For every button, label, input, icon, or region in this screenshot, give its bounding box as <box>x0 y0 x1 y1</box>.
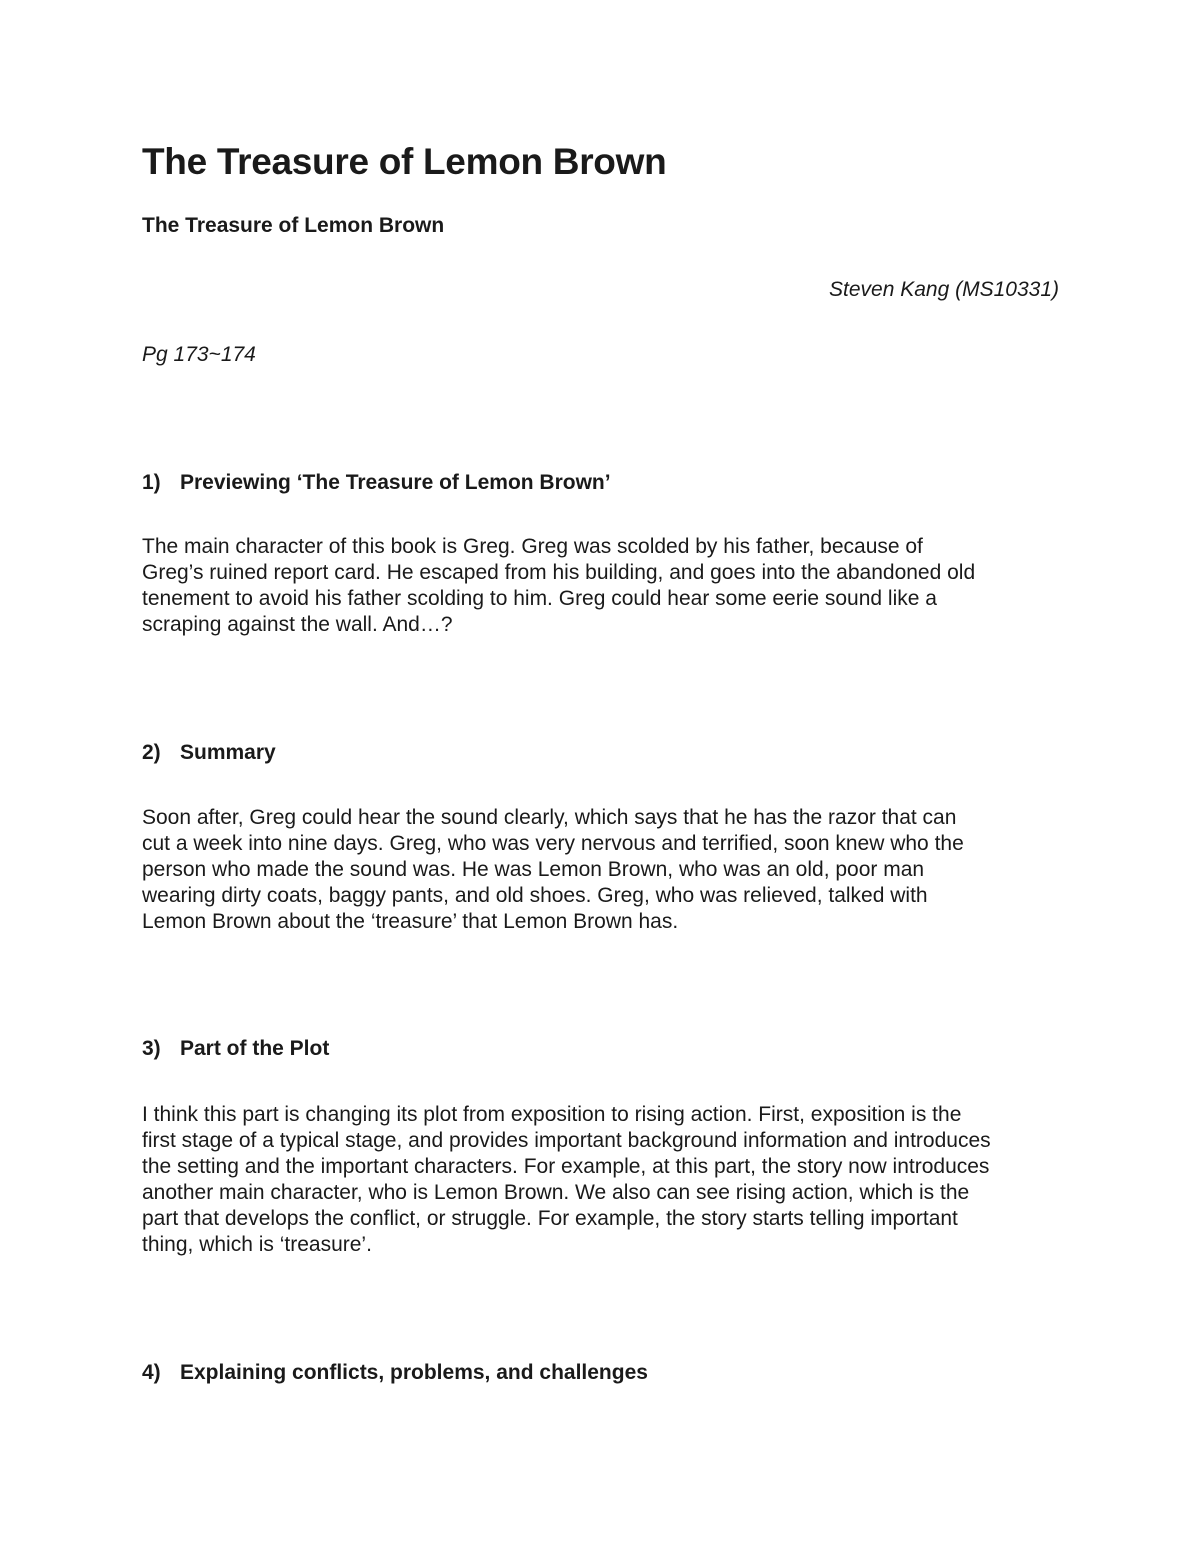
section-1-title: Previewing ‘The Treasure of Lemon Brown’ <box>180 471 611 494</box>
paragraph-line: another main character, who is Lemon Brown. We also can see rising action, which is the <box>142 1181 970 1204</box>
paragraph-line: wearing dirty coats, baggy pants, and old shoes. Greg, who was relieved, talked with <box>142 884 928 907</box>
paragraph-line: I think this part is changing its plot from exposition to rising action. First, exposition is the <box>142 1103 962 1126</box>
section-3-paragraph <box>142 1102 1062 1258</box>
section-1-paragraph <box>142 534 1062 638</box>
section-2-number: 2) <box>142 741 161 764</box>
paragraph-line: Lemon Brown about the ‘treasure’ that Lemon Brown has. <box>142 910 679 933</box>
section-4-title: Explaining conflicts, problems, and challenges <box>180 1361 648 1384</box>
paragraph-line: thing, which is ‘treasure’. <box>142 1233 372 1256</box>
paragraph-line: scraping against the wall. And…? <box>142 613 453 636</box>
paragraph-line: first stage of a typical stage, and provides important background information and introduces <box>142 1129 991 1152</box>
section-2-paragraph <box>142 805 1062 935</box>
section-1-number: 1) <box>142 471 161 494</box>
page-range: Pg 173~174 <box>142 343 256 366</box>
section-3-number: 3) <box>142 1037 161 1060</box>
paragraph-line: person who made the sound was. He was Lemon Brown, who was an old, poor man <box>142 858 925 881</box>
paragraph-line: The main character of this book is Greg. Greg was scolded by his father, because of <box>142 535 923 558</box>
paragraph-line: part that develops the conflict, or struggle. For example, the story starts telling important <box>142 1207 958 1230</box>
section-1-heading <box>142 471 611 495</box>
section-3-heading <box>142 1037 329 1061</box>
author-name: Steven Kang (MS10331) <box>829 278 1059 301</box>
section-4-heading <box>142 1361 648 1385</box>
paragraph-line: cut a week into nine days. Greg, who was very nervous and terrified, soon knew who the <box>142 832 964 855</box>
document-subtitle: The Treasure of Lemon Brown <box>142 214 445 237</box>
paragraph-line: tenement to avoid his father scolding to him. Greg could hear some eerie sound like a <box>142 587 937 610</box>
section-2-heading <box>142 741 276 765</box>
paragraph-line: the setting and the important characters. For example, at this part, the story now introduces <box>142 1155 990 1178</box>
paragraph-line: Greg’s ruined report card. He escaped from his building, and goes into the abandoned old <box>142 561 976 584</box>
section-2-title: Summary <box>180 741 276 764</box>
document-title: The Treasure of Lemon Brown <box>142 141 667 182</box>
section-3-title: Part of the Plot <box>180 1037 330 1060</box>
paragraph-line: Soon after, Greg could hear the sound clearly, which says that he has the razor that can <box>142 806 957 829</box>
section-4-number: 4) <box>142 1361 161 1384</box>
